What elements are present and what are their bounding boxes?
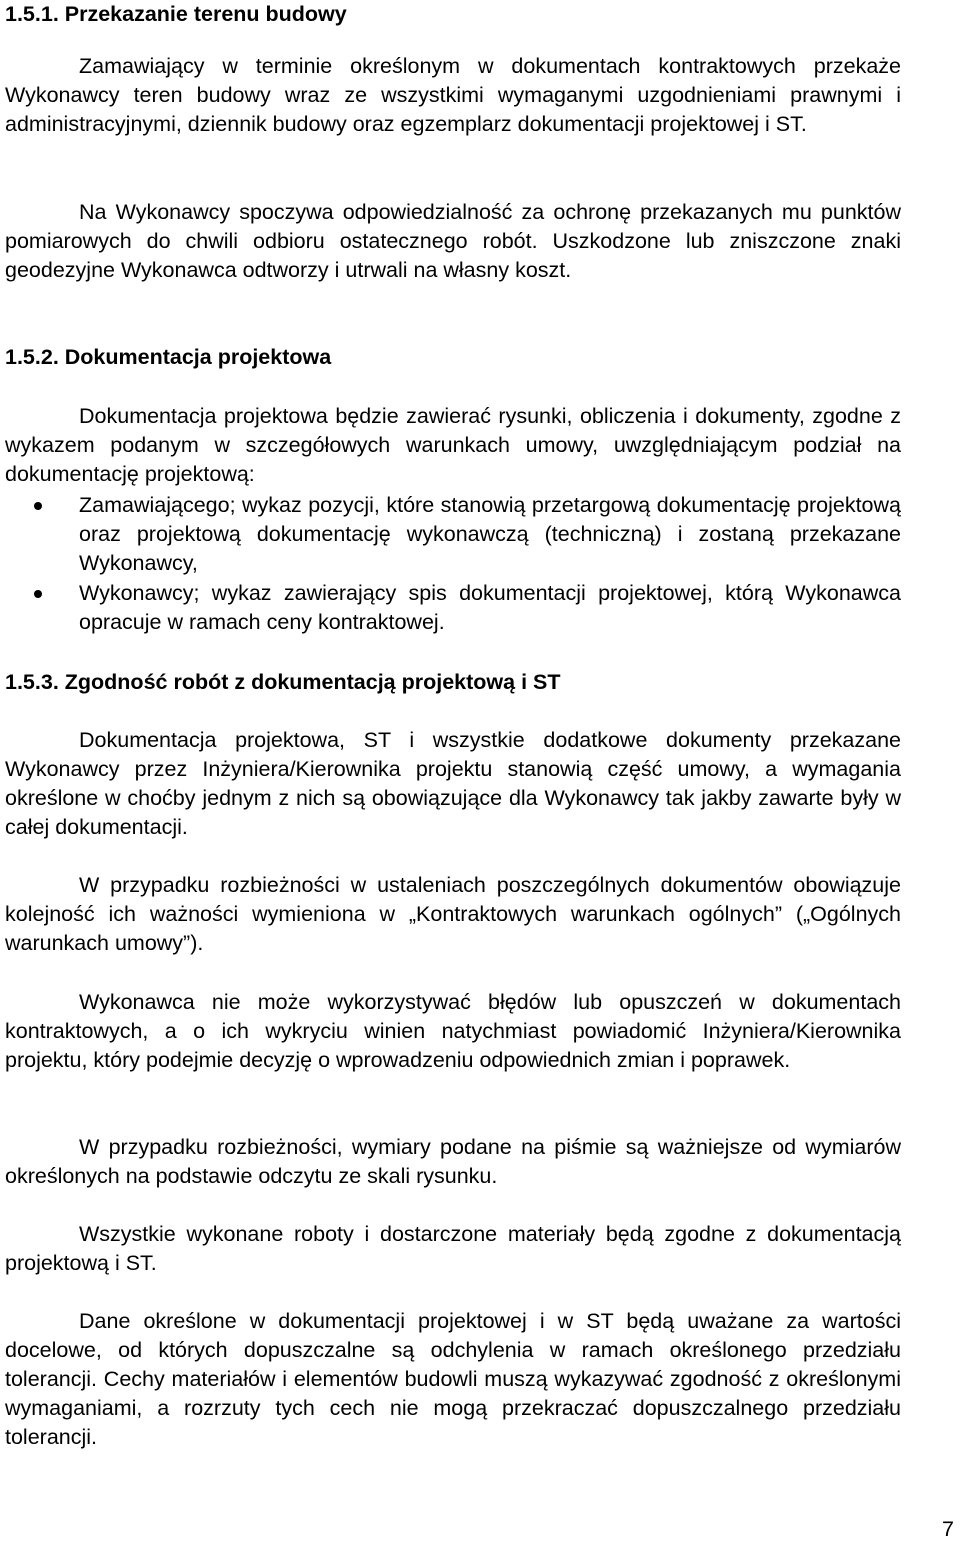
paragraph-survey-points: Na Wykonawcy spoczywa odpowiedzialność za ochronę przekazanych mu punktów pomiarowych do chwili odbioru ostatecznego robót. Uszkodzone lub zniszczone znaki geodezyjne Wykonawca odtworzy i utrwali na własny koszt. [5,200,901,282]
section-heading-1-5-1: 1.5.1. Przekazanie terenu budowy [5,2,347,26]
list-item [5,579,901,637]
paragraph-written-dimensions: W przypadku rozbieżności, wymiary podane na piśmie są ważniejsze od wymiarów określonych na podstawie odczytu ze skali rysunku. [5,1135,901,1188]
bullet-icon [34,590,42,598]
page-number: 7 [942,1517,954,1541]
paragraph-site-handover: Zamawiający w terminie określonym w dokumentach kontraktowych przekaże Wykonawcy teren budowy wraz ze wszystkimi wymaganymi uzgodnieniami prawnymi i administracyjnymi, dziennik budowy oraz egzemplarz dokumentacji projektowej i ST. [5,54,901,136]
list-item-text: Zamawiającego; wykaz pozycji, które stanowią przetargową dokumentację projektową oraz projektową dokumentację wykonawczą (techniczną) i zostaną przekazane Wykonawcy, [79,493,901,575]
paragraph-works-compliance: Wszystkie wykonane roboty i dostarczone materiały będą zgodne z dokumentacją projektową i ST. [5,1222,901,1275]
bullet-icon [34,502,42,510]
list-item-text: Wykonawcy; wykaz zawierający spis dokumentacji projektowej, którą Wykonawca opracuje w ramach ceny kontraktowej. [79,581,901,634]
paragraph-design-docs: Dokumentacja projektowa będzie zawierać rysunki, obliczenia i dokumenty, zgodne z wykazem podanym w szczegółowych warunkach umowy, uwzględniającym podział na dokumentację projektową: [5,404,901,486]
paragraph-order-of-precedence: W przypadku rozbieżności w ustaleniach poszczególnych dokumentów obowiązuje kolejność ich ważności wymieniona w „Kontraktowych warunkach ogólnych” („Ogólnych warunkach umowy”). [5,873,901,955]
paragraph-tolerances: Dane określone w dokumentacji projektowej i w ST będą uważane za wartości docelowe, od których dopuszczalne są odchylenia w ramach określonego przedziału tolerancji. Cechy materiałów i elementów budowli muszą wykazywać zgodność z określonymi wymaganiami, a rozrzuty tych cech nie mogą przekraczać dopuszczalnego przedziału tolerancji. [5,1309,901,1449]
design-docs-list [5,491,901,638]
paragraph-errors-omissions: Wykonawca nie może wykorzystywać błędów lub opuszczeń w dokumentach kontraktowych, a o ich wykryciu winien natychmiast powiadomić Inżyniera/Kierownika projektu, który podejmie decyzję o wprowadzeniu odpowiednich zmian i poprawek. [5,990,901,1072]
section-heading-1-5-3: 1.5.3. Zgodność robót z dokumentacją projektową i ST [5,670,561,694]
paragraph-docs-part-of-contract: Dokumentacja projektowa, ST i wszystkie dodatkowe dokumenty przekazane Wykonawcy przez Inżyniera/Kierownika projektu stanowią część umowy, a wymagania określone w choćby jednym z nich są obowiązujące dla Wykonawcy tak jakby zawarte były w całej dokumentacji. [5,728,901,839]
section-heading-1-5-2: 1.5.2. Dokumentacja projektowa [5,345,332,369]
list-item [5,491,901,578]
